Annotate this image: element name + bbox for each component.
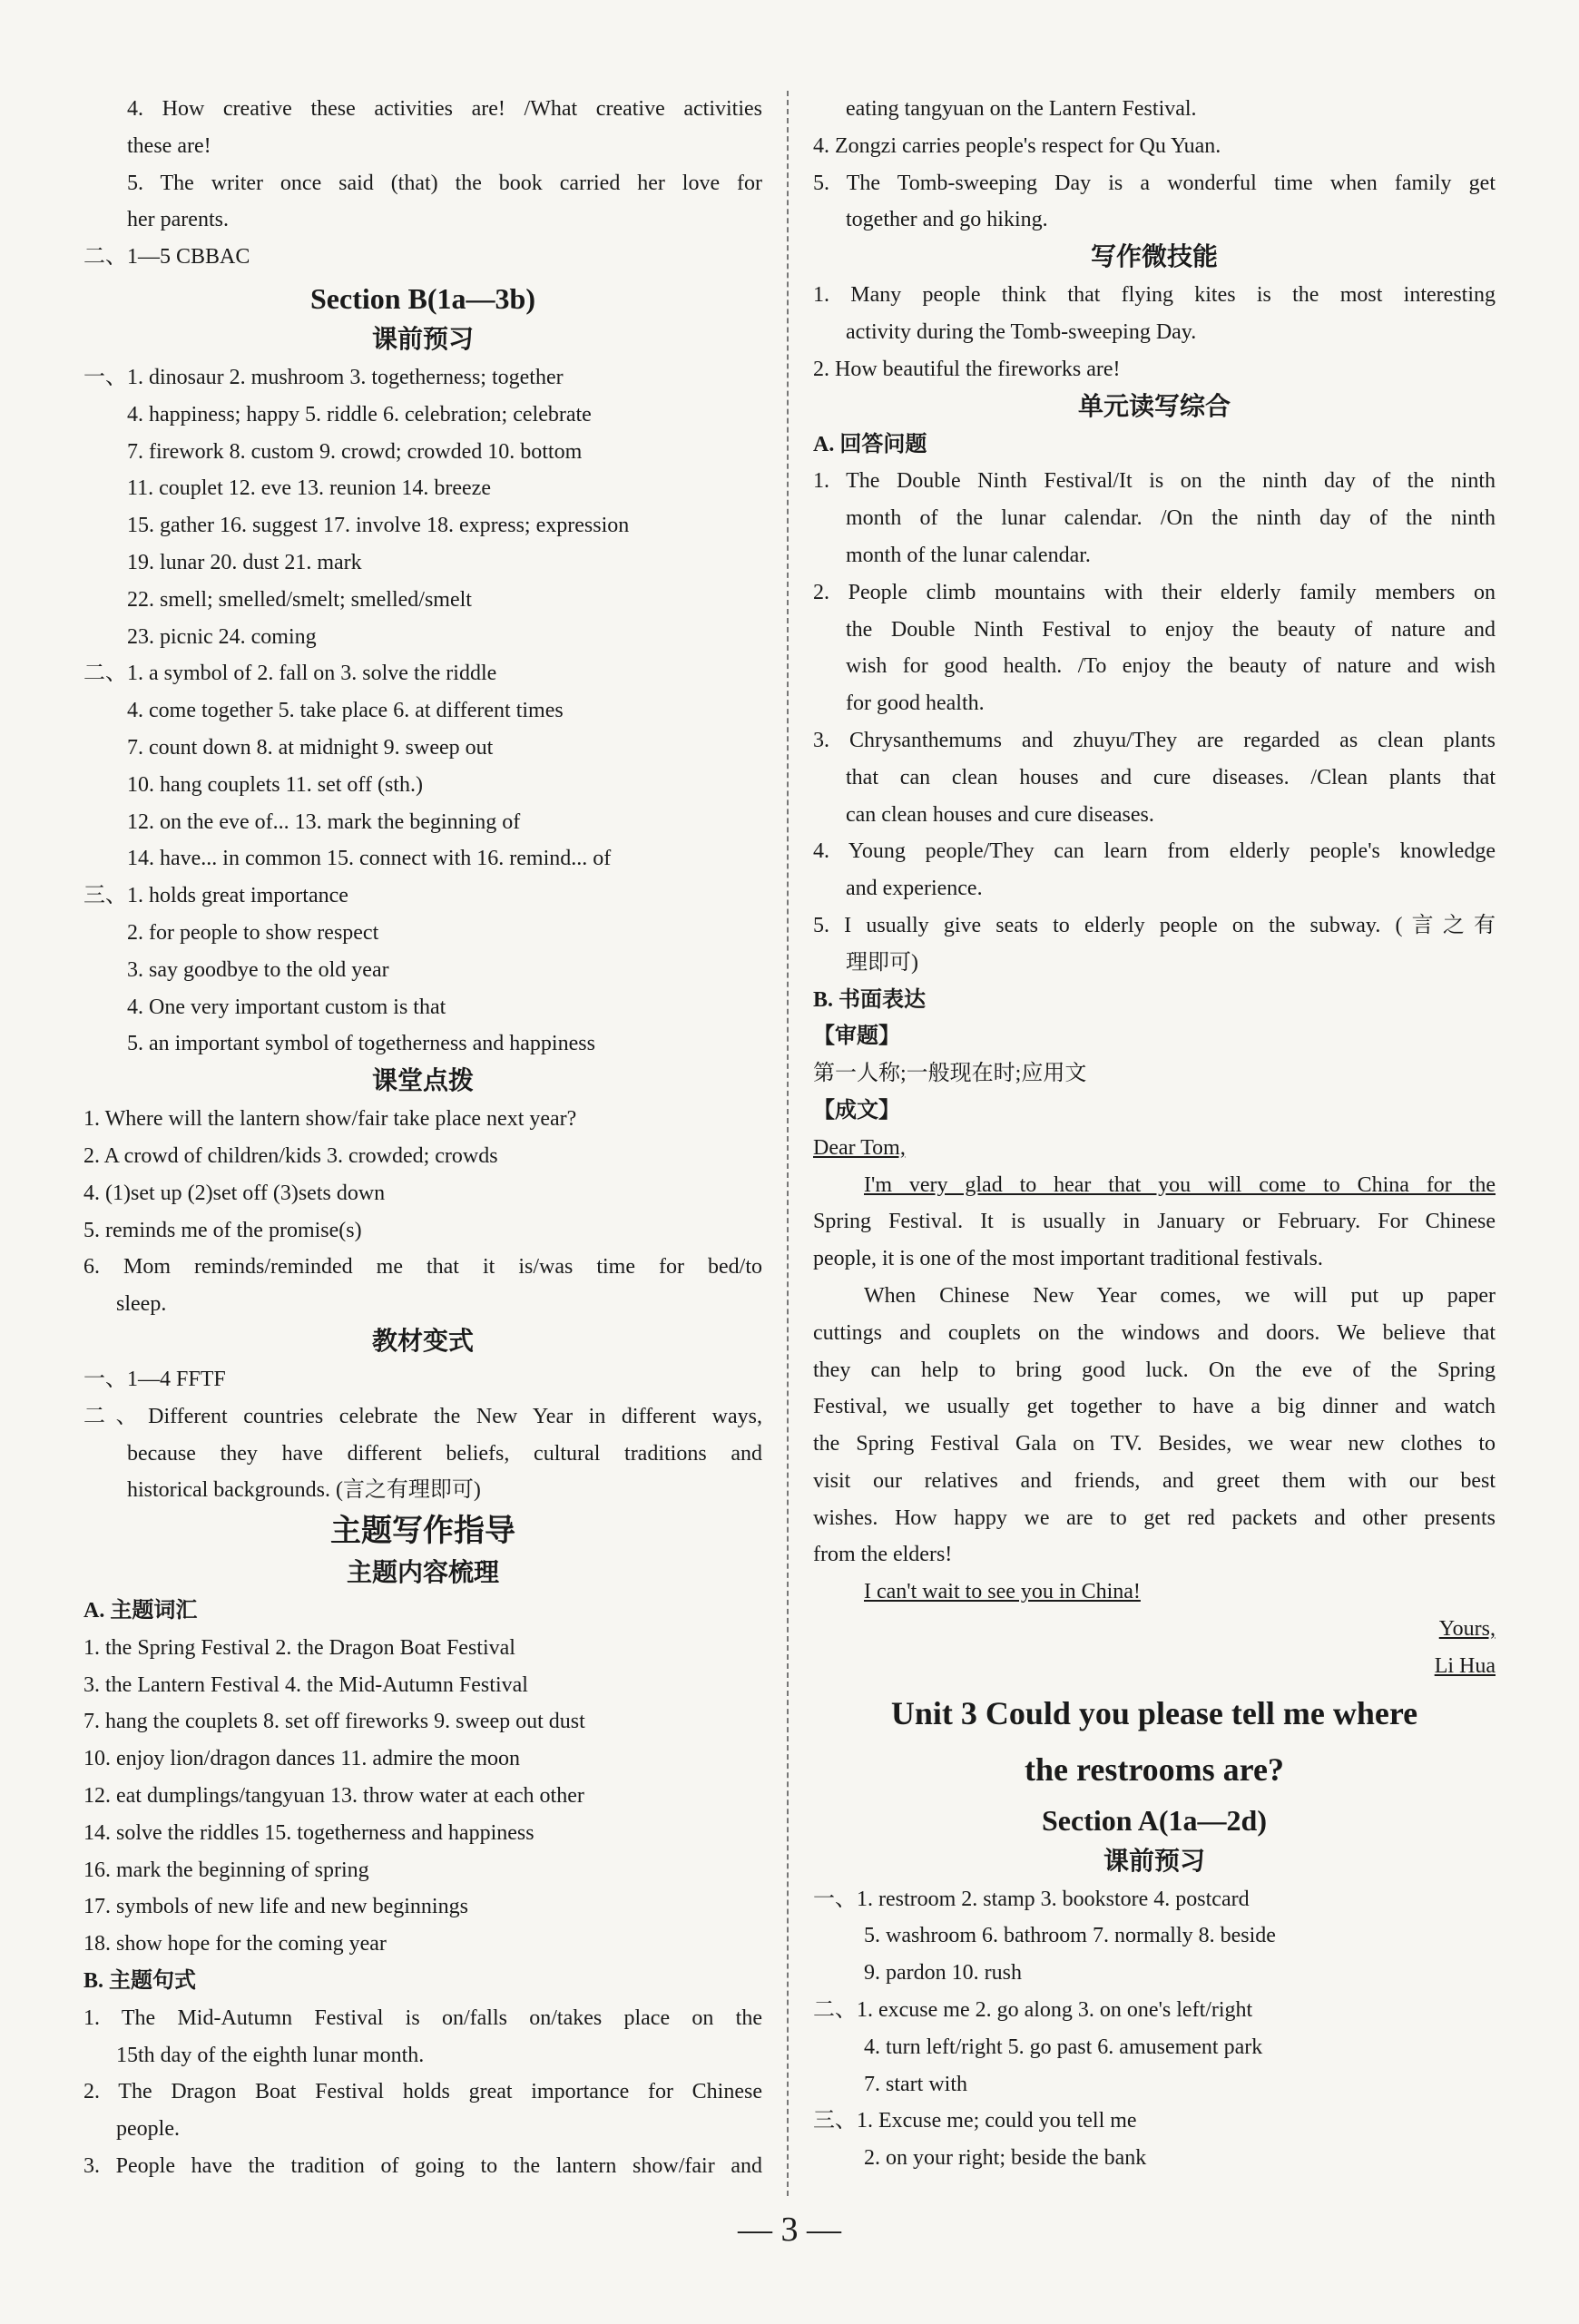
right-line: I can't wait to see you in China! (864, 1580, 1141, 1604)
left-line: 主题内容梳理 (346, 1559, 499, 1588)
left-line: people. (116, 2117, 180, 2142)
left-line: 一、1—4 FFTF (83, 1367, 226, 1391)
right-line: from the elders! (813, 1543, 953, 1567)
left-line: 22. smell; smelled/smelt; smelled/smelt (127, 587, 472, 612)
right-line: 1. Many people think that flying kites is the most interesting (813, 283, 1496, 308)
right-column (813, 91, 1496, 2177)
left-column (83, 91, 762, 2185)
left-line: 15. gather 16. suggest 17. involve 18. express; expression (127, 514, 630, 538)
left-line: 16. mark the beginning of spring (83, 1858, 369, 1882)
right-line: 理即可) (846, 950, 918, 975)
left-line: 4. happiness; happy 5. riddle 6. celebration; celebrate (127, 402, 592, 427)
left-line: 11. couplet 12. eve 13. reunion 14. breeze (127, 476, 491, 501)
right-line: 7. start with (864, 2072, 967, 2096)
right-line: they can help to bring good luck. On the eve of the Spring (813, 1358, 1496, 1382)
right-line: 课前预习 (1103, 1847, 1205, 1876)
left-line: 教材变式 (371, 1327, 474, 1356)
right-line: 5. washroom 6. bathroom 7. normally 8. beside (864, 1924, 1276, 1948)
left-line: 课前预习 (371, 325, 474, 354)
right-line: Section A(1a—2d) (1042, 1803, 1267, 1837)
left-line: 15th day of the eighth lunar month. (116, 2043, 425, 2067)
right-line: Unit 3 Could you please tell me where (890, 1694, 1418, 1731)
right-line: 三、1. Excuse me; could you tell me (813, 2109, 1137, 2133)
right-line: 单元读写综合 (1077, 392, 1231, 421)
left-line: 12. on the eve of... 13. mark the beginning of (127, 809, 521, 834)
right-line: visit our relatives and friends, and greet them with our best (813, 1468, 1496, 1493)
left-line: her parents. (127, 208, 229, 232)
right-line: 写作微技能 (1090, 243, 1218, 272)
right-line: the Spring Festival Gala on TV. Besides, we wear new clothes to (813, 1432, 1496, 1456)
right-line: can clean houses and cure diseases. (846, 802, 1154, 827)
right-line: 3. Chrysanthemums and zhuyu/They are regarded as clean plants (813, 728, 1496, 752)
left-line: 5. reminds me of the promise(s) (83, 1218, 362, 1242)
right-line: 【成文】 (813, 1098, 900, 1123)
right-line: 二、1. excuse me 2. go along 3. on one's left/right (813, 1998, 1253, 2023)
right-line: that can clean houses and cure diseases. /Clean plants that (846, 765, 1496, 789)
left-line: these are! (127, 133, 211, 158)
left-line: 二、1. a symbol of 2. fall on 3. solve the riddle (83, 662, 497, 686)
right-line: 5. I usually give seats to elderly people on the subway. (言之有 (813, 913, 1496, 937)
left-line: 7. hang the couplets 8. set off fireworks 9. sweep out dust (83, 1710, 585, 1734)
left-line: 2. A crowd of children/kids 3. crowded; crowds (83, 1143, 498, 1168)
right-line: Dear Tom, (813, 1135, 906, 1160)
left-line: 1. Where will the lantern show/fair take place next year? (83, 1107, 577, 1132)
left-line: 12. eat dumplings/tangyuan 13. throw water at each other (83, 1784, 584, 1809)
right-line: 1. The Double Ninth Festival/It is on the ninth day of the ninth (813, 469, 1496, 494)
right-line: together and go hiking. (846, 208, 1048, 232)
left-line: 10. hang couplets 11. set off (sth.) (127, 772, 423, 797)
left-line: 4. come together 5. take place 6. at different times (127, 699, 564, 723)
right-line: Li Hua (1434, 1653, 1496, 1678)
left-line: A. 主题词汇 (83, 1599, 198, 1623)
right-line: 一、1. restroom 2. stamp 3. bookstore 4. postcard (813, 1887, 1250, 1911)
right-line: 2. How beautiful the fireworks are! (813, 357, 1121, 381)
left-line: Section B(1a—3b) (310, 281, 535, 315)
right-line: people, it is one of the most important traditional festivals. (813, 1247, 1323, 1271)
left-line: 5. The writer once said (that) the book carried her love for (127, 171, 762, 195)
left-line: 1. The Mid-Autumn Festival is on/falls on/takes place on the (83, 2005, 762, 2030)
right-line: A. 回答问题 (813, 432, 927, 456)
left-line: 主题写作指导 (330, 1515, 515, 1549)
left-line: 三、1. holds great importance (83, 884, 348, 908)
left-line: 二、1—5 CBBAC (83, 245, 250, 270)
left-line: 2. for people to show respect (127, 920, 379, 945)
right-line: 9. pardon 10. rush (864, 1961, 1022, 1986)
left-line: 19. lunar 20. dust 21. mark (127, 550, 362, 574)
left-line: because they have different beliefs, cultural traditions and (127, 1441, 762, 1466)
right-line: Yours, (1438, 1617, 1496, 1642)
left-line: 课堂点拨 (371, 1067, 474, 1096)
right-line: wish for good health. /To enjoy the beauty of nature and wish (846, 654, 1496, 679)
left-line: 7. firework 8. custom 9. crowd; crowded 10. bottom (127, 439, 583, 464)
right-line: When Chinese New Year comes, we will put up paper (864, 1283, 1496, 1308)
left-line: 二、Different countries celebrate the New Year in different ways, (83, 1404, 762, 1428)
left-line: 18. show hope for the coming year (83, 1932, 387, 1956)
right-line: month of the lunar calendar. (846, 543, 1091, 567)
left-line: 3. People have the tradition of going to the lantern show/fair and (83, 2154, 762, 2179)
right-line: eating tangyuan on the Lantern Festival. (846, 97, 1197, 121)
right-line: and experience. (846, 877, 983, 901)
right-line: Festival, we usually get together to have a big dinner and watch (813, 1395, 1496, 1419)
right-line: the restrooms are? (1025, 1750, 1284, 1788)
left-line: historical backgrounds. (言之有理即可) (127, 1478, 481, 1503)
left-line: 3. the Lantern Festival 4. the Mid-Autumn Festival (83, 1672, 528, 1697)
right-line: activity during the Tomb-sweeping Day. (846, 319, 1197, 344)
right-line: for good health. (846, 691, 985, 716)
right-line: 5. The Tomb-sweeping Day is a wonderful time when family get (813, 171, 1496, 195)
right-line: B. 书面表达 (813, 987, 927, 1012)
right-line: cuttings and couplets on the windows and doors. We believe that (813, 1320, 1496, 1345)
right-line: 4. Zongzi carries people's respect for Qu Yuan. (813, 133, 1221, 158)
right-line: I'm very glad to hear that you will come to China for the (864, 1172, 1496, 1197)
left-line: 4. One very important custom is that (127, 995, 446, 1019)
left-line: 17. symbols of new life and new beginnings (83, 1895, 468, 1919)
right-line: 2. People climb mountains with their elderly family members on (813, 580, 1496, 604)
left-line: 5. an important symbol of togetherness and happiness (127, 1032, 595, 1056)
right-line: 【审题】 (813, 1025, 900, 1049)
left-line: 一、1. dinosaur 2. mushroom 3. togetherness; together (83, 365, 564, 389)
left-line: 14. have... in common 15. connect with 16. remind... of (127, 847, 612, 871)
left-line: sleep. (116, 1292, 167, 1317)
page-number: — 3 — (738, 2211, 841, 2249)
right-line: 4. turn left/right 5. go past 6. amusement park (864, 2035, 1263, 2059)
right-line: wishes. How happy we are to get red packets and other presents (813, 1505, 1496, 1530)
left-line: 23. picnic 24. coming (127, 624, 317, 649)
left-line: 4. (1)set up (2)set off (3)sets down (83, 1181, 386, 1205)
right-line: the Double Ninth Festival to enjoy the beauty of nature and (846, 617, 1496, 642)
left-line: 2. The Dragon Boat Festival holds great importance for Chinese (83, 2080, 762, 2104)
left-line: 1. the Spring Festival 2. the Dragon Boat Festival (83, 1635, 515, 1660)
column-divider (787, 91, 789, 2196)
left-line: 14. solve the riddles 15. togetherness and happiness (83, 1820, 535, 1845)
right-line: 第一人称;一般现在时;应用文 (813, 1062, 1087, 1086)
left-line: 4. How creative these activities are! /What creative activities (127, 97, 762, 121)
right-line: month of the lunar calendar. /On the ninth day of the ninth (846, 506, 1496, 531)
right-line: 4. Young people/They can learn from elderly people's knowledge (813, 839, 1496, 864)
right-line: 2. on your right; beside the bank (864, 2146, 1147, 2171)
right-line: Spring Festival. It is usually in January or February. For Chinese (813, 1210, 1496, 1234)
left-line: 6. Mom reminds/reminded me that it is/was time for bed/to (83, 1255, 762, 1280)
left-line: 10. enjoy lion/dragon dances 11. admire the moon (83, 1747, 520, 1771)
left-line: 7. count down 8. at midnight 9. sweep out (127, 735, 494, 760)
left-line: 3. say goodbye to the old year (127, 957, 389, 982)
left-line: B. 主题句式 (83, 1969, 197, 1994)
